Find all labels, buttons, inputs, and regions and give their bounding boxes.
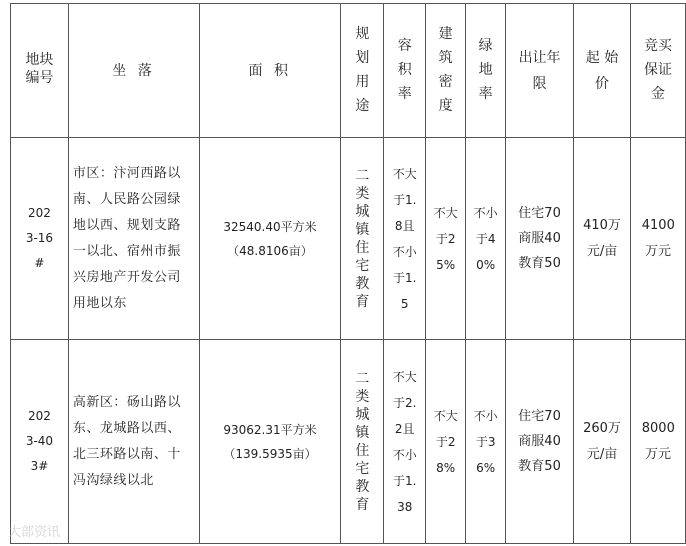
plot-ratio-cell: 不大于2.2且不小于1.38: [384, 340, 426, 544]
header-area: 面 积: [199, 4, 341, 138]
watermark: 大部资讯: [8, 525, 61, 540]
building-density-cell: 不大于28%: [426, 340, 466, 544]
plot-ratio-cell: 不大于1.8且不小于1.5: [384, 138, 426, 340]
header-building-density: 建筑密度: [426, 4, 466, 138]
header-deposit: 竞买保证金: [631, 4, 686, 138]
parcel-no-cell: 2023-16#: [11, 138, 69, 340]
term-cell: 住宅70 商服40 教育50: [506, 138, 574, 340]
location-cell: 市区：汴河西路以南、人民路公园绿地以西、规划支路一以北、宿州市振兴房地产开发公司用地以东: [68, 138, 199, 340]
start-price-cell: 260万元/亩: [574, 340, 631, 544]
header-start-price: 起 始 价: [574, 4, 631, 138]
header-row: [11, 4, 686, 138]
area-cell: 93062.31平方米 （139.5935亩）: [199, 340, 341, 544]
land-use-cell: 二类城镇住宅教育: [341, 138, 384, 340]
start-price-cell: 410万元/亩: [574, 138, 631, 340]
location-cell: 高新区：砀山路以东、龙城路以西、北三环路以南、十冯沟绿线以北: [68, 340, 199, 544]
header-plot-ratio: 容积率: [384, 4, 426, 138]
area-cell: 32540.40平方米 （48.8106亩）: [199, 138, 341, 340]
green-ratio-cell: 不小于40%: [466, 138, 506, 340]
header-term: 出让年限: [506, 4, 574, 138]
header-green-ratio: 绿地率: [466, 4, 506, 138]
header-parcel-no: 地块编号: [11, 4, 69, 138]
land-auction-table: [10, 3, 686, 544]
land-use-cell: 二类城镇住宅教育: [341, 340, 384, 544]
green-ratio-cell: 不小于36%: [466, 340, 506, 544]
header-location: 坐 落: [68, 4, 199, 138]
building-density-cell: 不大于25%: [426, 138, 466, 340]
deposit-cell: 4100万元: [631, 138, 686, 340]
deposit-cell: 8000万元: [631, 340, 686, 544]
term-cell: 住宅70 商服40 教育50: [506, 340, 574, 544]
parcel-no-cell: 2023-403#: [11, 340, 69, 544]
table-row: [11, 340, 686, 544]
table-row: [11, 138, 686, 340]
header-land-use: 规划用途: [341, 4, 384, 138]
